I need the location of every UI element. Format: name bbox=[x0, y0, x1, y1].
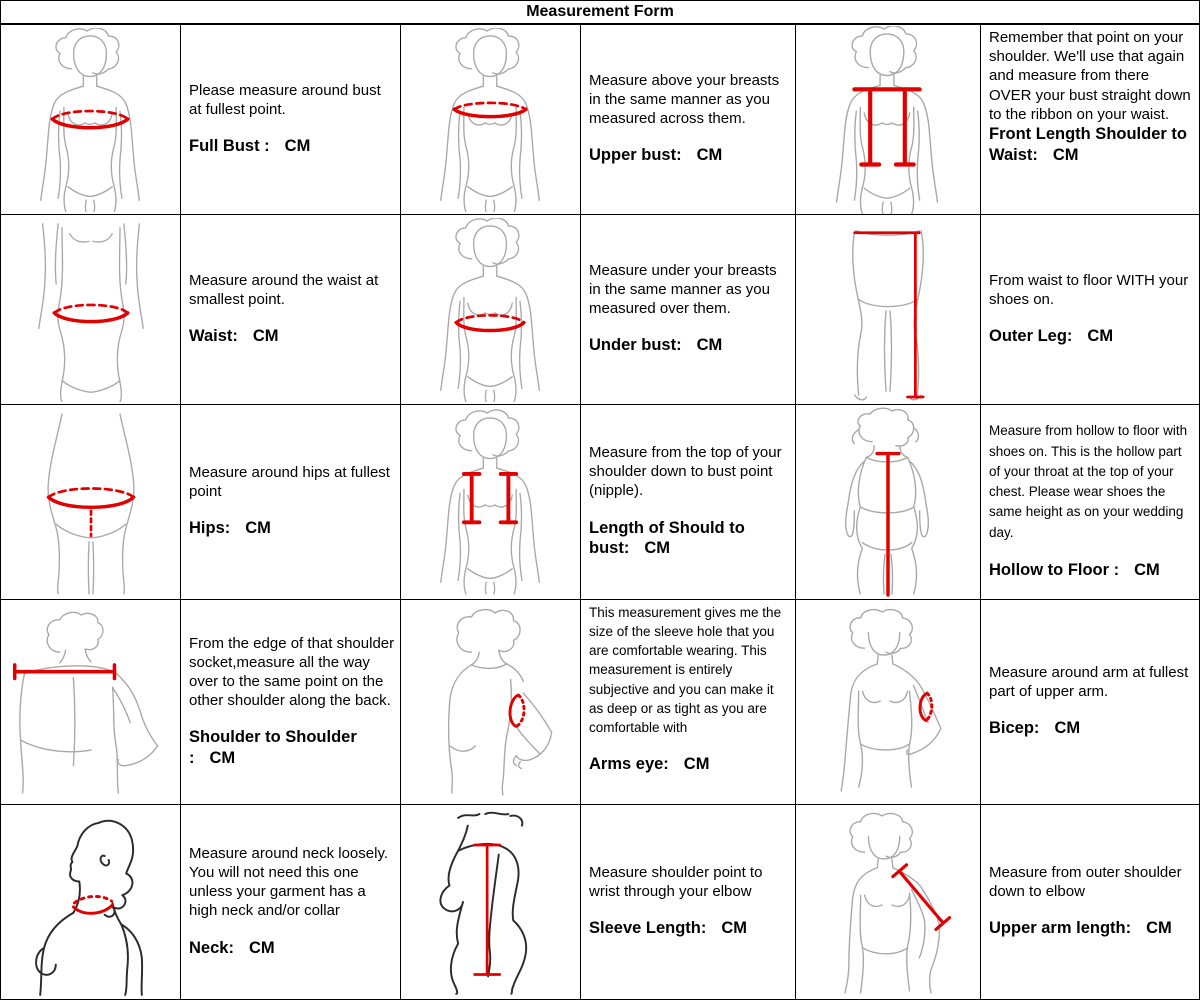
cell-figure-under-bust bbox=[401, 215, 581, 405]
cell-outer-leg bbox=[981, 215, 1199, 405]
upper-arm-length-figure bbox=[800, 808, 976, 996]
cell-waist bbox=[181, 215, 401, 405]
measure-label-text: Shoulder to Shoulder : bbox=[189, 728, 357, 767]
page-title: Measurement Form bbox=[1, 1, 1199, 25]
measure-description: Measure from outer shoulder down to elbow bbox=[989, 864, 1182, 901]
measure-label-text: Hips: bbox=[189, 519, 231, 538]
measure-label bbox=[589, 518, 791, 559]
measure-unit: CM bbox=[644, 539, 670, 558]
hollow-to-floor-figure bbox=[799, 406, 977, 598]
measure-label bbox=[589, 335, 791, 356]
cell-hollow-to-floor bbox=[981, 405, 1199, 600]
measure-label-text: Arms eye: bbox=[589, 755, 669, 774]
cell-figure-front-length bbox=[796, 25, 981, 215]
cell-figure-upper-bust bbox=[401, 25, 581, 215]
measure-description: Measure under your breasts in the same manner as you measured over them. bbox=[589, 261, 777, 318]
hips-figure bbox=[4, 408, 178, 596]
front-length-figure bbox=[799, 26, 977, 214]
measure-unit: CM bbox=[1052, 145, 1079, 164]
cell-figure-arms-eye bbox=[401, 600, 581, 805]
measure-unit: CM bbox=[696, 146, 723, 165]
measure-label bbox=[989, 326, 1195, 347]
measure-unit: CM bbox=[721, 919, 748, 938]
shoulder-to-bust-figure bbox=[404, 408, 578, 596]
measure-unit: CM bbox=[1087, 326, 1114, 345]
cell-figure-neck bbox=[1, 805, 181, 999]
cell-figure-bicep bbox=[796, 600, 981, 805]
measure-description: Measure shoulder point to wrist through your elbow bbox=[589, 864, 763, 901]
measure-unit: CM bbox=[284, 136, 311, 155]
measure-label bbox=[189, 727, 396, 768]
measure-unit: CM bbox=[252, 326, 279, 345]
measure-unit: CM bbox=[245, 519, 271, 538]
measure-description: From the edge of that shoulder socket,measure all the way over to the same point on the other shoulder along the back. bbox=[189, 634, 395, 710]
neck-figure bbox=[3, 808, 179, 996]
measure-label bbox=[589, 145, 791, 166]
cell-figure-hips bbox=[1, 405, 181, 600]
cell-hips bbox=[181, 405, 401, 600]
cell-sleeve-length bbox=[581, 805, 796, 999]
waist-figure bbox=[4, 218, 178, 402]
measure-unit: CM bbox=[1134, 560, 1160, 579]
sleeve-length-figure bbox=[404, 808, 578, 996]
measure-label-text: Outer Leg: bbox=[989, 326, 1073, 345]
measure-description: Measure from the top of your shoulder down to bust point (nipple). bbox=[589, 444, 782, 500]
cell-full-bust bbox=[181, 25, 401, 215]
cell-front-length bbox=[981, 25, 1199, 215]
measure-label-text: Bicep: bbox=[989, 719, 1040, 738]
cell-figure-waist bbox=[1, 215, 181, 405]
cell-arms-eye bbox=[581, 600, 796, 805]
cell-figure-upper-arm-length bbox=[796, 805, 981, 999]
measure-label bbox=[189, 938, 396, 959]
measure-unit: CM bbox=[1146, 919, 1172, 938]
bicep-figure bbox=[800, 604, 976, 800]
measure-unit: CM bbox=[683, 755, 710, 774]
measure-label-text: Hollow to Floor : bbox=[989, 560, 1120, 579]
shoulder-to-shoulder-figure bbox=[3, 604, 179, 800]
cell-figure-hollow-to-floor bbox=[796, 405, 981, 600]
measure-unit: CM bbox=[1054, 719, 1081, 738]
measure-label bbox=[989, 560, 1195, 581]
measure-unit: CM bbox=[209, 748, 236, 767]
upper-bust-figure bbox=[404, 28, 578, 212]
cell-figure-outer-leg bbox=[796, 215, 981, 405]
measure-description: Measure around arm at fullest part of upper arm. bbox=[989, 664, 1189, 701]
cell-figure-sleeve-length bbox=[401, 805, 581, 999]
measure-label bbox=[989, 918, 1195, 939]
cell-neck bbox=[181, 805, 401, 999]
outer-leg-figure bbox=[800, 217, 976, 403]
measure-label-text: Under bust: bbox=[589, 336, 682, 355]
measure-label bbox=[189, 518, 396, 539]
measure-label-text: Upper bust: bbox=[589, 146, 682, 165]
measure-label-text: Waist: bbox=[189, 326, 238, 345]
measure-description: From waist to floor WITH your shoes on. bbox=[989, 271, 1189, 308]
cell-shoulder-to-bust bbox=[581, 405, 796, 600]
measure-description: Measure around neck loosely. You will not need this one unless your garment has a high neck and/or collar bbox=[189, 844, 388, 920]
measure-description: Measure around the waist at smallest point. bbox=[189, 271, 379, 308]
measure-label bbox=[989, 124, 1195, 165]
measure-label-text: Sleeve Length: bbox=[589, 919, 707, 938]
measure-label-text: Front Length Shoulder to Waist: bbox=[989, 124, 1187, 164]
measure-unit: CM bbox=[248, 938, 275, 957]
measure-label-text: Full Bust : bbox=[189, 136, 270, 155]
cell-figure-shoulder-to-shoulder bbox=[1, 600, 181, 805]
measure-description: Remember that point on your shoulder. We'll use that again and measure from there OVER your bust straight down to the ribbon on your waist. bbox=[989, 29, 1191, 123]
measure-description: This measurement gives me the size of the sleeve hole that you are comfortable wearing. This measurement is entirely subjective and you can make it as deep or as tight as you are comfortable with bbox=[589, 605, 782, 735]
measure-label-text: Length of Should to bust: bbox=[589, 518, 745, 558]
cell-bicep bbox=[981, 600, 1199, 805]
measure-unit: CM bbox=[696, 336, 723, 355]
cell-figure-full-bust bbox=[1, 25, 181, 215]
measure-description: Measure from hollow to floor with shoes on. This is the hollow part of your throat at the top of your chest. Please wear shoes the same height as on your wedding day. bbox=[989, 423, 1188, 540]
arms-eye-figure bbox=[403, 604, 579, 800]
measure-label bbox=[589, 754, 791, 775]
measure-description: Measure above your breasts in the same manner as you measured across them. bbox=[589, 71, 780, 128]
measure-label-text: Upper arm length: bbox=[989, 919, 1132, 938]
cell-under-bust bbox=[581, 215, 796, 405]
measure-label bbox=[589, 918, 791, 939]
cell-upper-arm-length bbox=[981, 805, 1199, 999]
measure-description: Measure around hips at fullest point bbox=[189, 464, 390, 501]
cell-figure-shoulder-to-bust bbox=[401, 405, 581, 600]
measure-label bbox=[189, 326, 396, 347]
cell-shoulder-to-shoulder bbox=[181, 600, 401, 805]
full-bust-figure bbox=[4, 28, 178, 212]
under-bust-figure bbox=[404, 218, 578, 402]
cell-upper-bust bbox=[581, 25, 796, 215]
measure-label-text: Neck: bbox=[189, 938, 234, 957]
measure-label bbox=[189, 136, 396, 157]
measure-label bbox=[989, 718, 1195, 739]
measure-description: Please measure around bust at fullest point. bbox=[189, 81, 381, 118]
